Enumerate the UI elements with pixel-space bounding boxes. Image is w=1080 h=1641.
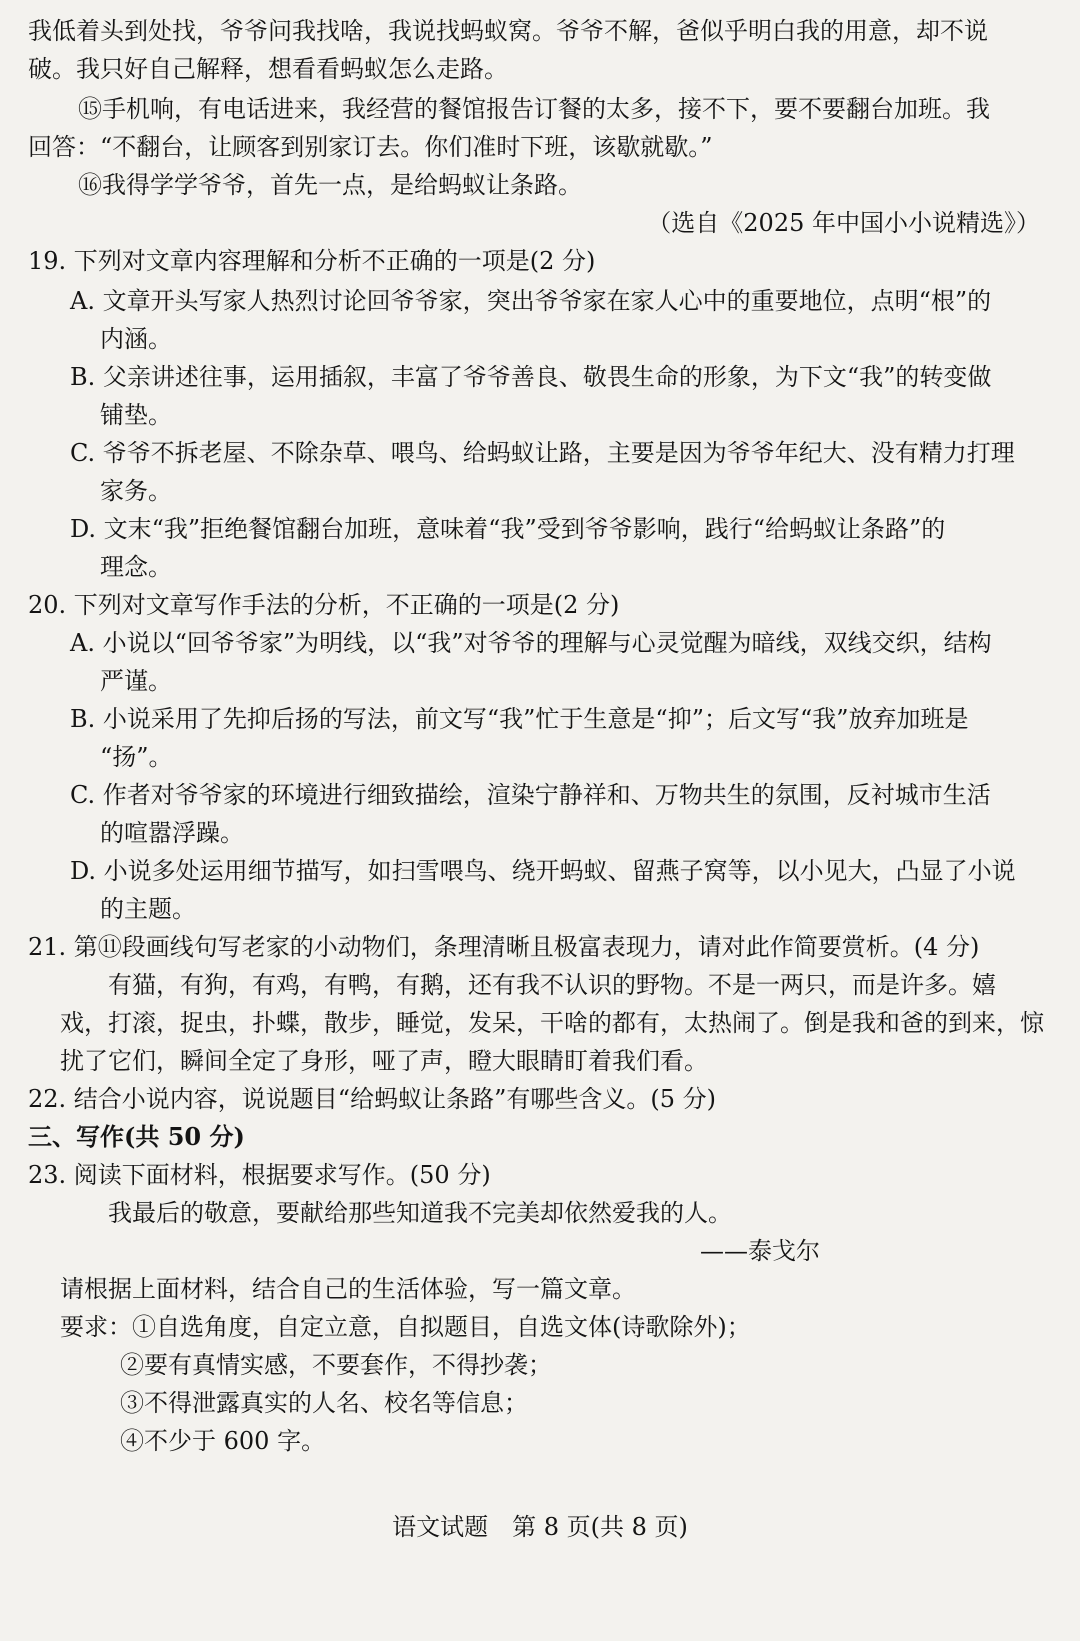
- q20-option-d: D. 小说多处运用细节描写，如扫雪喂鸟、绕开蚂蚁、留燕子窝等，以小见大，凸显了小说: [70, 857, 1016, 885]
- question-23-stem: 23. 阅读下面材料，根据要求写作。(50 分): [28, 1161, 491, 1189]
- q20-option-a-cont: 严谨。: [100, 667, 172, 695]
- question-20-stem: 20. 下列对文章写作手法的分析，不正确的一项是(2 分): [28, 591, 620, 619]
- q19-option-a-cont: 内涵。: [100, 325, 172, 353]
- question-19-stem: 19. 下列对文章内容理解和分析不正确的一项是(2 分): [28, 247, 596, 275]
- q20-option-d-cont: 的主题。: [100, 895, 196, 923]
- story-paragraph-15: ⑮手机响，有电话进来，我经营的餐馆报告订餐的太多，接不下，要不要翻台加班。我: [78, 95, 990, 123]
- q19-option-c: C. 爷爷不拆老屋、不除杂草、喂鸟、给蚂蚁让路，主要是因为爷爷年纪大、没有精力打理: [70, 439, 1015, 467]
- story-paragraph-16: ⑯我得学学爷爷，首先一点，是给蚂蚁让条路。: [78, 171, 582, 199]
- story-line: 我低着头到处找，爷爷问我找啥，我说找蚂蚁窝。爷爷不解，爸似乎明白我的用意，却不说: [28, 17, 988, 45]
- q21-excerpt-line: 扰了它们，瞬间全定了身形，哑了声，瞪大眼睛盯着我们看。: [60, 1047, 708, 1075]
- section-3-title: 三、写作(共 50 分): [28, 1122, 245, 1151]
- q23-requirement-1: 要求：①自选角度，自定立意，自拟题目，自选文体(诗歌除外)；: [60, 1313, 751, 1341]
- q20-option-c: C. 作者对爷爷家的环境进行细致描绘，渲染宁静祥和、万物共生的氛围，反衬城市生活: [70, 781, 991, 809]
- question-21-stem: 21. 第⑪段画线句写老家的小动物们，条理清晰且极富表现力，请对此作简要赏析。(4 分): [28, 933, 980, 961]
- q23-quote: 我最后的敬意，要献给那些知道我不完美却依然爱我的人。: [108, 1199, 732, 1227]
- story-source: （选自《2025 年中国小小说精选》）: [647, 209, 1040, 237]
- q23-requirement-2: ②要有真情实感，不要套作，不得抄袭；: [120, 1351, 552, 1379]
- q20-option-a: A. 小说以“回爷爷家”为明线，以“我”对爷爷的理解与心灵觉醒为暗线，双线交织，结构: [70, 629, 992, 657]
- q23-instruction: 请根据上面材料，结合自己的生活体验，写一篇文章。: [60, 1275, 636, 1303]
- q19-option-c-cont: 家务。: [100, 477, 172, 505]
- q20-option-b: B. 小说采用了先抑后扬的写法，前文写“我”忙于生意是“抑”；后文写“我”放弃加班是: [70, 705, 969, 733]
- q19-option-a: A. 文章开头写家人热烈讨论回爷爷家，突出爷爷家在家人心中的重要地位，点明“根”的: [70, 287, 992, 315]
- q21-excerpt-line: 有猫，有狗，有鸡，有鸭，有鹅，还有我不认识的野物。不是一两只，而是许多。嬉: [108, 971, 996, 999]
- q20-option-c-cont: 的喧嚣浮躁。: [100, 819, 244, 847]
- story-line: 回答：“不翻台，让顾客到别家订去。你们准时下班，该歇就歇。”: [28, 133, 713, 161]
- q20-option-b-cont: “扬”。: [100, 743, 173, 771]
- q21-excerpt-line: 戏，打滚，捉虫，扑蝶，散步，睡觉，发呆，干啥的都有，太热闹了。倒是我和爸的到来，惊: [60, 1009, 1044, 1037]
- q19-option-b: B. 父亲讲述往事，运用插叙，丰富了爷爷善良、敬畏生命的形象，为下文“我”的转变做: [70, 363, 992, 391]
- q23-quote-author: ——泰戈尔: [700, 1237, 820, 1265]
- story-line: 破。我只好自己解释，想看看蚂蚁怎么走路。: [28, 55, 508, 83]
- q19-option-b-cont: 铺垫。: [100, 401, 172, 429]
- q23-requirement-3: ③不得泄露真实的人名、校名等信息；: [120, 1389, 528, 1417]
- q19-option-d-cont: 理念。: [100, 553, 172, 581]
- q19-option-d: D. 文末“我”拒绝餐馆翻台加班，意味着“我”受到爷爷影响，践行“给蚂蚁让条路”的: [70, 515, 946, 543]
- page-footer: 语文试题 第 8 页(共 8 页): [392, 1513, 688, 1541]
- q23-requirement-4: ④不少于 600 字。: [120, 1427, 326, 1455]
- question-22-stem: 22. 结合小说内容，说说题目“给蚂蚁让条路”有哪些含义。(5 分): [28, 1085, 716, 1113]
